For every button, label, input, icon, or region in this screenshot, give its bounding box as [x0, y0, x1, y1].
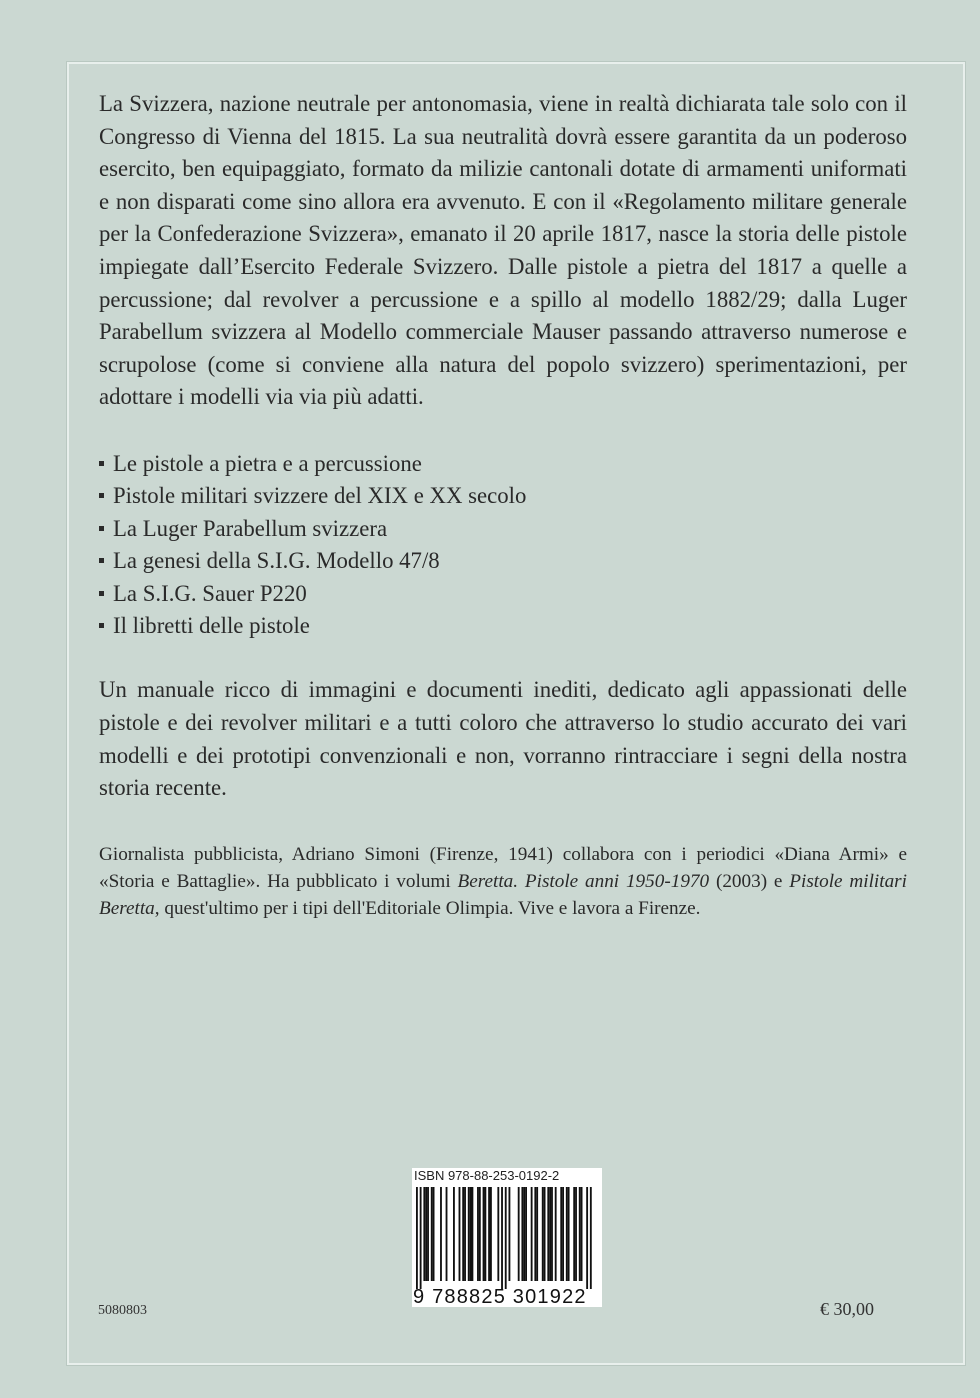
barcode-bar — [590, 1187, 592, 1289]
barcode-bar — [464, 1187, 466, 1281]
barcode-bar — [490, 1187, 492, 1281]
barcode-bar — [472, 1187, 474, 1281]
catalog-code: 5080803 — [98, 1303, 147, 1318]
list-item — [99, 480, 907, 512]
intro-paragraph: La Svizzera, nazione neutrale per antonomasia, viene in realtà dichiarata tale solo con il Congresso di Vienna del 1815. La sua neutralità dovrà essere garantita da un poderoso esercito, ben equipaggiato, formato da milizie cantonali dotate di armamenti uniformati e non disparati come sino allora era avvenuto. E con il «Regolamento militare generale per la Confederazione Svizzera», emanato il 20 aprile 1817, nasce la storia delle pistole impiegate dall’Esercito Federale Svizzero. Dalle pistole a pietra del 1817 a quelle a percussione; dal revolver a percussione e a spillo al modello 1882/29; dalla Luger Parabellum svizzera al Modello commerciale Mauser passando attraverso numerose e scrupolose (come si conviene alla natura del popolo svizzero) sperimentazioni, per adottare i modelli via via più adatti. — [99, 91, 907, 410]
barcode-bar — [560, 1187, 562, 1281]
author-bio-text: , quest'ultimo per i tipi dell'Editoriale Olimpia. Vive e lavora a Firenze. — [154, 898, 701, 920]
barcode-digits: 9 788825 301922 — [413, 1286, 587, 1308]
contents-list — [99, 448, 907, 642]
barcode-bar — [431, 1187, 433, 1281]
barcode-bar — [551, 1187, 553, 1281]
bullet-icon — [99, 558, 104, 563]
bullet-icon — [99, 493, 104, 498]
barcode-bar — [573, 1187, 575, 1281]
barcode-bar — [521, 1187, 523, 1281]
barcode-bar — [459, 1187, 461, 1281]
barcode-bar — [505, 1187, 507, 1289]
list-item-label: La S.I.G. Sauer P220 — [113, 580, 307, 606]
barcode-bar — [581, 1187, 583, 1281]
barcode-bar — [440, 1187, 442, 1281]
book-title: Pistole militari Beretta — [99, 870, 907, 920]
barcode-bar — [579, 1187, 581, 1281]
list-item — [99, 610, 907, 642]
bullet-icon — [99, 623, 104, 628]
barcode-bar — [568, 1187, 570, 1281]
barcode-bar — [509, 1187, 511, 1281]
bullet-icon — [99, 461, 104, 466]
barcode-bar — [525, 1187, 527, 1281]
barcode-bar — [453, 1187, 455, 1281]
barcode-bar — [477, 1187, 479, 1281]
barcode-bar — [420, 1187, 422, 1289]
barcode-bar — [462, 1187, 464, 1281]
barcode-bar — [470, 1187, 472, 1281]
barcode-bar — [501, 1187, 503, 1289]
barcode-bar — [536, 1187, 538, 1281]
barcode-bar — [479, 1187, 481, 1281]
barcode-bar — [586, 1187, 588, 1289]
author-bio-text: (2003) e — [709, 870, 790, 892]
barcode-bar — [468, 1187, 470, 1281]
list-item-label: Pistole militari svizzere del XIX e XX secolo — [113, 483, 527, 509]
barcode-bar — [497, 1187, 499, 1281]
list-item — [99, 448, 907, 480]
summary-paragraph: Un manuale ricco di immagini e documenti inediti, dedicato agli appassionati delle pistole e dei revolver militari e a tutti coloro che attraverso lo studio accurato dei vari modelli e dei prototipi convenzionali e non, vorranno rintracciare i segni della nostra storia recente. — [99, 677, 907, 801]
book-title: Beretta. Pistole anni 1950-1970 — [457, 870, 710, 892]
isbn-barcode — [412, 1168, 602, 1307]
isbn-label: ISBN 978-88-253-0192-2 — [414, 1168, 560, 1183]
barcode-bar — [433, 1187, 435, 1281]
barcode-bar — [549, 1187, 551, 1281]
barcode-bar — [423, 1187, 425, 1281]
bullet-icon — [99, 526, 104, 531]
author-bio-text: Giornalista pubblicista, Adriano Simoni (Firenze, 1941) collabora con i periodici «Diana Armi» e «Storia e Battaglie». Ha pubblicato i volumi — [99, 843, 907, 892]
barcode-bar — [575, 1187, 577, 1281]
barcode-bar — [531, 1187, 533, 1281]
barcode-bar — [488, 1187, 490, 1281]
barcode-bar — [562, 1187, 564, 1281]
price-label: € 30,00 — [820, 1299, 874, 1319]
barcode-bar — [523, 1187, 525, 1281]
list-item-label: Il libretti delle pistole — [113, 612, 310, 638]
list-item-label: La genesi della S.I.G. Modello 47/8 — [113, 548, 440, 574]
list-item — [99, 578, 907, 610]
barcode-bar — [555, 1187, 557, 1281]
barcode-bar — [425, 1187, 427, 1281]
barcode-bar — [542, 1187, 544, 1281]
barcode-bars — [412, 1187, 598, 1289]
barcode-bar — [484, 1187, 486, 1281]
barcode-bar — [427, 1187, 429, 1281]
barcode-bar — [534, 1187, 536, 1281]
author-bio — [99, 841, 907, 923]
list-item — [99, 545, 907, 577]
barcode-bar — [518, 1187, 520, 1281]
list-item-label: Le pistole a pietra e a percussione — [113, 450, 422, 476]
barcode-bar — [416, 1187, 418, 1289]
barcode-bar — [566, 1187, 568, 1281]
cover-text — [99, 88, 907, 922]
list-item-label: La Luger Parabellum svizzera — [113, 515, 388, 541]
list-item — [99, 513, 907, 545]
bullet-icon — [99, 591, 104, 596]
barcode-bar — [547, 1187, 549, 1281]
barcode-bar — [446, 1187, 448, 1281]
barcode-bar — [544, 1187, 546, 1281]
barcode-bar — [483, 1187, 485, 1281]
